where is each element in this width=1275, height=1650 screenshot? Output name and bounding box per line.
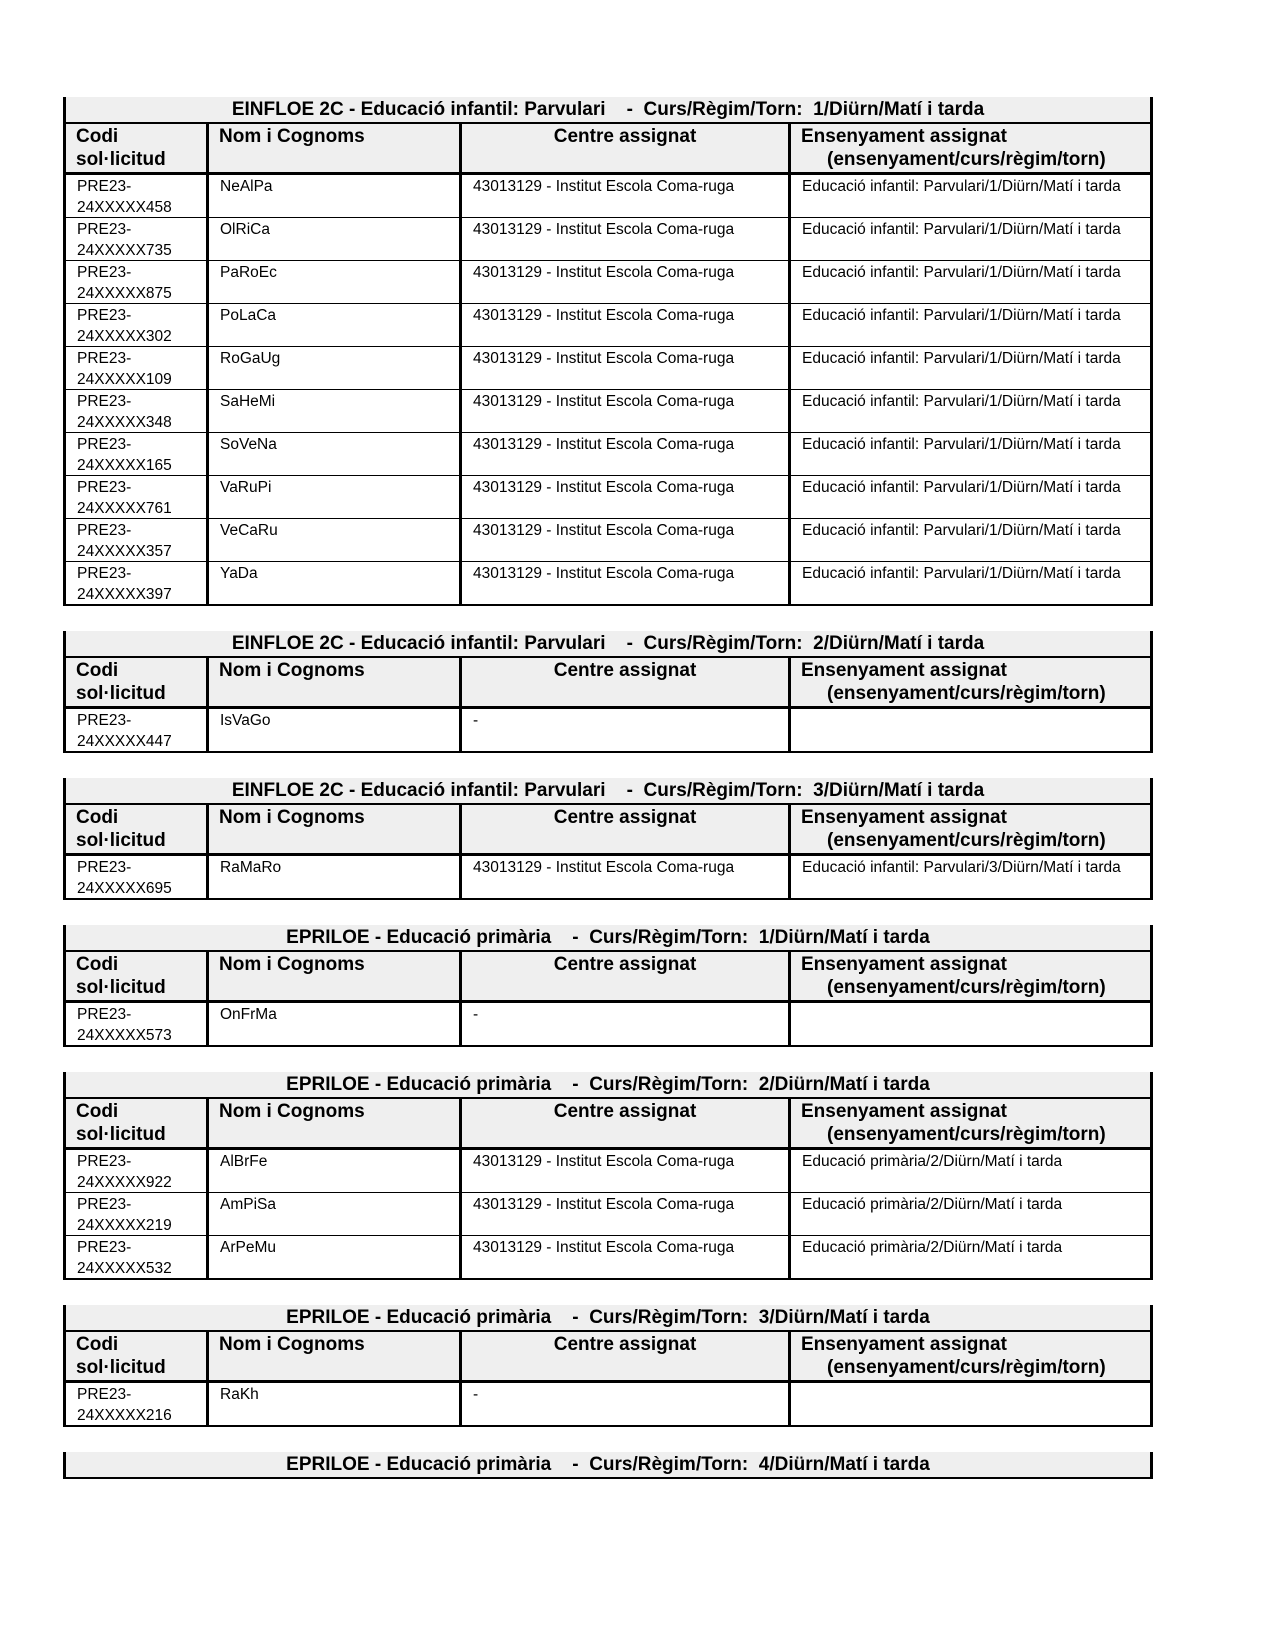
table-row xyxy=(66,1150,1150,1193)
ensenyament-cell xyxy=(788,709,1150,751)
header-nom: Nom i Cognoms xyxy=(206,124,459,172)
centre-cell: - xyxy=(459,1383,788,1425)
header-codi-line2: sol·licitud xyxy=(76,1124,166,1145)
assignment-table xyxy=(63,631,1153,753)
codi-line2: 24XXXXX302 xyxy=(77,328,172,345)
header-ensenyament-line2: (ensenyament/curs/règim/torn) xyxy=(827,1124,1106,1145)
header-codi-line2: sol·licitud xyxy=(76,683,166,704)
ensenyament-cell: Educació primària/2/Diürn/Matí i tarda xyxy=(788,1236,1150,1278)
table-title: EPRILOE - Educació primària - Curs/Règim/Torn: 2/Diürn/Matí i tarda xyxy=(66,1072,1150,1099)
nom-cell: PoLaCa xyxy=(206,304,459,346)
nom-cell: RoGaUg xyxy=(206,347,459,389)
header-ensenyament xyxy=(788,952,1150,1000)
ensenyament-cell xyxy=(788,1383,1150,1425)
table-title: EINFLOE 2C - Educació infantil: Parvulari - Curs/Règim/Torn: 1/Diürn/Matí i tarda xyxy=(66,97,1150,124)
ensenyament-cell: Educació infantil: Parvulari/1/Diürn/Matí i tarda xyxy=(788,175,1150,217)
table-header-row xyxy=(66,952,1150,1003)
codi-cell xyxy=(66,1383,206,1425)
header-ensenyament-line1: Ensenyament assignat xyxy=(801,1334,1007,1355)
table-row xyxy=(66,1383,1150,1427)
codi-cell xyxy=(66,562,206,604)
header-codi-line1: Codi xyxy=(76,954,119,975)
codi-line2: 24XXXXX219 xyxy=(77,1217,172,1234)
ensenyament-cell: Educació infantil: Parvulari/1/Diürn/Matí i tarda xyxy=(788,433,1150,475)
codi-line1: PRE23- xyxy=(77,479,132,496)
codi-line1: PRE23- xyxy=(77,1196,132,1213)
header-codi xyxy=(66,1332,206,1380)
codi-cell xyxy=(66,390,206,432)
nom-cell: ArPeMu xyxy=(206,1236,459,1278)
codi-cell xyxy=(66,1193,206,1235)
header-ensenyament-line2: (ensenyament/curs/règim/torn) xyxy=(827,683,1106,704)
ensenyament-cell: Educació infantil: Parvulari/1/Diürn/Matí i tarda xyxy=(788,562,1150,604)
header-codi xyxy=(66,658,206,706)
assignment-table xyxy=(63,778,1153,900)
header-codi-line1: Codi xyxy=(76,660,119,681)
header-centre: Centre assignat xyxy=(459,658,788,706)
centre-cell: 43013129 - Institut Escola Coma-ruga xyxy=(459,433,788,475)
codi-line2: 24XXXXX348 xyxy=(77,414,172,431)
centre-cell: 43013129 - Institut Escola Coma-ruga xyxy=(459,856,788,898)
codi-line2: 24XXXXX216 xyxy=(77,1407,172,1424)
codi-cell xyxy=(66,476,206,518)
codi-line2: 24XXXXX695 xyxy=(77,880,172,897)
nom-cell: VeCaRu xyxy=(206,519,459,561)
ensenyament-cell: Educació infantil: Parvulari/1/Diürn/Matí i tarda xyxy=(788,476,1150,518)
codi-line2: 24XXXXX875 xyxy=(77,285,172,302)
codi-line2: 24XXXXX109 xyxy=(77,371,172,388)
assignment-table xyxy=(63,1305,1153,1427)
header-ensenyament-line1: Ensenyament assignat xyxy=(801,660,1007,681)
codi-line1: PRE23- xyxy=(77,1386,132,1403)
codi-line2: 24XXXXX922 xyxy=(77,1174,172,1191)
document-body xyxy=(63,97,1153,1504)
ensenyament-cell: Educació infantil: Parvulari/3/Diürn/Matí i tarda xyxy=(788,856,1150,898)
centre-cell: 43013129 - Institut Escola Coma-ruga xyxy=(459,218,788,260)
header-codi-line2: sol·licitud xyxy=(76,1357,166,1378)
assignment-table xyxy=(63,1452,1153,1479)
centre-cell: 43013129 - Institut Escola Coma-ruga xyxy=(459,1193,788,1235)
codi-line1: PRE23- xyxy=(77,307,132,324)
codi-cell xyxy=(66,304,206,346)
centre-cell: 43013129 - Institut Escola Coma-ruga xyxy=(459,304,788,346)
codi-line2: 24XXXXX447 xyxy=(77,733,172,750)
codi-line1: PRE23- xyxy=(77,522,132,539)
table-title: EPRILOE - Educació primària - Curs/Règim/Torn: 3/Diürn/Matí i tarda xyxy=(66,1305,1150,1332)
header-centre: Centre assignat xyxy=(459,952,788,1000)
ensenyament-cell: Educació infantil: Parvulari/1/Diürn/Matí i tarda xyxy=(788,390,1150,432)
header-codi-line1: Codi xyxy=(76,1334,119,1355)
table-row xyxy=(66,519,1150,562)
table-row xyxy=(66,218,1150,261)
codi-cell xyxy=(66,218,206,260)
table-title: EPRILOE - Educació primària - Curs/Règim/Torn: 1/Diürn/Matí i tarda xyxy=(66,925,1150,952)
table-row xyxy=(66,562,1150,606)
codi-line1: PRE23- xyxy=(77,1239,132,1256)
header-codi xyxy=(66,1099,206,1147)
header-codi xyxy=(66,124,206,172)
codi-line2: 24XXXXX458 xyxy=(77,199,172,216)
header-nom: Nom i Cognoms xyxy=(206,952,459,1000)
nom-cell: VaRuPi xyxy=(206,476,459,518)
header-ensenyament xyxy=(788,805,1150,853)
codi-line1: PRE23- xyxy=(77,221,132,238)
header-ensenyament-line2: (ensenyament/curs/règim/torn) xyxy=(827,830,1106,851)
header-ensenyament-line2: (ensenyament/curs/règim/torn) xyxy=(827,1357,1106,1378)
ensenyament-cell: Educació infantil: Parvulari/1/Diürn/Matí i tarda xyxy=(788,261,1150,303)
codi-line2: 24XXXXX735 xyxy=(77,242,172,259)
header-ensenyament xyxy=(788,658,1150,706)
centre-cell: 43013129 - Institut Escola Coma-ruga xyxy=(459,175,788,217)
table-row xyxy=(66,433,1150,476)
codi-line1: PRE23- xyxy=(77,1006,132,1023)
centre-cell: 43013129 - Institut Escola Coma-ruga xyxy=(459,1236,788,1278)
centre-cell: 43013129 - Institut Escola Coma-ruga xyxy=(459,261,788,303)
table-title: EINFLOE 2C - Educació infantil: Parvulari - Curs/Règim/Torn: 2/Diürn/Matí i tarda xyxy=(66,631,1150,658)
centre-cell: 43013129 - Institut Escola Coma-ruga xyxy=(459,476,788,518)
codi-cell xyxy=(66,1003,206,1045)
ensenyament-cell: Educació primària/2/Diürn/Matí i tarda xyxy=(788,1150,1150,1192)
codi-cell xyxy=(66,261,206,303)
codi-line2: 24XXXXX761 xyxy=(77,500,172,517)
centre-cell: 43013129 - Institut Escola Coma-ruga xyxy=(459,562,788,604)
table-row xyxy=(66,175,1150,218)
header-centre: Centre assignat xyxy=(459,124,788,172)
codi-line1: PRE23- xyxy=(77,712,132,729)
table-title: EPRILOE - Educació primària - Curs/Règim/Torn: 4/Diürn/Matí i tarda xyxy=(66,1452,1150,1479)
codi-line2: 24XXXXX573 xyxy=(77,1027,172,1044)
table-title: EINFLOE 2C - Educació infantil: Parvulari - Curs/Règim/Torn: 3/Diürn/Matí i tarda xyxy=(66,778,1150,805)
table-row xyxy=(66,856,1150,900)
codi-cell xyxy=(66,347,206,389)
ensenyament-cell: Educació infantil: Parvulari/1/Diürn/Matí i tarda xyxy=(788,519,1150,561)
header-ensenyament-line2: (ensenyament/curs/règim/torn) xyxy=(827,149,1106,170)
ensenyament-cell: Educació infantil: Parvulari/1/Diürn/Matí i tarda xyxy=(788,304,1150,346)
header-codi xyxy=(66,952,206,1000)
header-codi xyxy=(66,805,206,853)
nom-cell: AlBrFe xyxy=(206,1150,459,1192)
table-header-row xyxy=(66,124,1150,175)
assignment-table xyxy=(63,97,1153,606)
codi-line1: PRE23- xyxy=(77,1153,132,1170)
codi-cell xyxy=(66,1236,206,1278)
header-codi-line2: sol·licitud xyxy=(76,977,166,998)
header-ensenyament-line2: (ensenyament/curs/règim/torn) xyxy=(827,977,1106,998)
nom-cell: IsVaGo xyxy=(206,709,459,751)
nom-cell: SoVeNa xyxy=(206,433,459,475)
header-codi-line2: sol·licitud xyxy=(76,830,166,851)
nom-cell: RaMaRo xyxy=(206,856,459,898)
codi-cell xyxy=(66,519,206,561)
codi-line1: PRE23- xyxy=(77,859,132,876)
header-centre: Centre assignat xyxy=(459,1332,788,1380)
header-ensenyament-line1: Ensenyament assignat xyxy=(801,954,1007,975)
assignment-table xyxy=(63,925,1153,1047)
header-ensenyament xyxy=(788,1099,1150,1147)
centre-cell: - xyxy=(459,1003,788,1045)
header-codi-line1: Codi xyxy=(76,807,119,828)
codi-line2: 24XXXXX397 xyxy=(77,586,172,603)
codi-cell xyxy=(66,856,206,898)
header-nom: Nom i Cognoms xyxy=(206,658,459,706)
header-centre: Centre assignat xyxy=(459,1099,788,1147)
table-row xyxy=(66,1236,1150,1280)
codi-line1: PRE23- xyxy=(77,178,132,195)
codi-cell xyxy=(66,175,206,217)
header-centre: Centre assignat xyxy=(459,805,788,853)
table-row xyxy=(66,709,1150,753)
nom-cell: NeAlPa xyxy=(206,175,459,217)
table-row xyxy=(66,1003,1150,1047)
assignment-table xyxy=(63,1072,1153,1280)
nom-cell: OnFrMa xyxy=(206,1003,459,1045)
centre-cell: 43013129 - Institut Escola Coma-ruga xyxy=(459,390,788,432)
codi-cell xyxy=(66,709,206,751)
nom-cell: RaKh xyxy=(206,1383,459,1425)
header-ensenyament-line1: Ensenyament assignat xyxy=(801,1101,1007,1122)
centre-cell: 43013129 - Institut Escola Coma-ruga xyxy=(459,347,788,389)
header-nom: Nom i Cognoms xyxy=(206,1332,459,1380)
codi-line1: PRE23- xyxy=(77,393,132,410)
ensenyament-cell: Educació primària/2/Diürn/Matí i tarda xyxy=(788,1193,1150,1235)
table-header-row xyxy=(66,658,1150,709)
table-row xyxy=(66,390,1150,433)
header-ensenyament-line1: Ensenyament assignat xyxy=(801,807,1007,828)
ensenyament-cell: Educació infantil: Parvulari/1/Diürn/Matí i tarda xyxy=(788,218,1150,260)
codi-cell xyxy=(66,1150,206,1192)
header-nom: Nom i Cognoms xyxy=(206,805,459,853)
nom-cell: PaRoEc xyxy=(206,261,459,303)
header-nom: Nom i Cognoms xyxy=(206,1099,459,1147)
table-row xyxy=(66,304,1150,347)
nom-cell: AmPiSa xyxy=(206,1193,459,1235)
nom-cell: YaDa xyxy=(206,562,459,604)
header-ensenyament xyxy=(788,124,1150,172)
codi-cell xyxy=(66,433,206,475)
table-header-row xyxy=(66,1099,1150,1150)
ensenyament-cell: Educació infantil: Parvulari/1/Diürn/Matí i tarda xyxy=(788,347,1150,389)
header-codi-line1: Codi xyxy=(76,1101,119,1122)
centre-cell: - xyxy=(459,709,788,751)
codi-line2: 24XXXXX165 xyxy=(77,457,172,474)
centre-cell: 43013129 - Institut Escola Coma-ruga xyxy=(459,519,788,561)
nom-cell: OlRiCa xyxy=(206,218,459,260)
codi-line2: 24XXXXX532 xyxy=(77,1260,172,1277)
codi-line1: PRE23- xyxy=(77,350,132,367)
header-ensenyament-line1: Ensenyament assignat xyxy=(801,126,1007,147)
nom-cell: SaHeMi xyxy=(206,390,459,432)
table-row xyxy=(66,261,1150,304)
centre-cell: 43013129 - Institut Escola Coma-ruga xyxy=(459,1150,788,1192)
table-header-row xyxy=(66,1332,1150,1383)
codi-line1: PRE23- xyxy=(77,565,132,582)
header-codi-line2: sol·licitud xyxy=(76,149,166,170)
table-row xyxy=(66,476,1150,519)
table-row xyxy=(66,347,1150,390)
table-row xyxy=(66,1193,1150,1236)
header-ensenyament xyxy=(788,1332,1150,1380)
header-codi-line1: Codi xyxy=(76,126,119,147)
ensenyament-cell xyxy=(788,1003,1150,1045)
codi-line2: 24XXXXX357 xyxy=(77,543,172,560)
table-header-row xyxy=(66,805,1150,856)
codi-line1: PRE23- xyxy=(77,436,132,453)
codi-line1: PRE23- xyxy=(77,264,132,281)
